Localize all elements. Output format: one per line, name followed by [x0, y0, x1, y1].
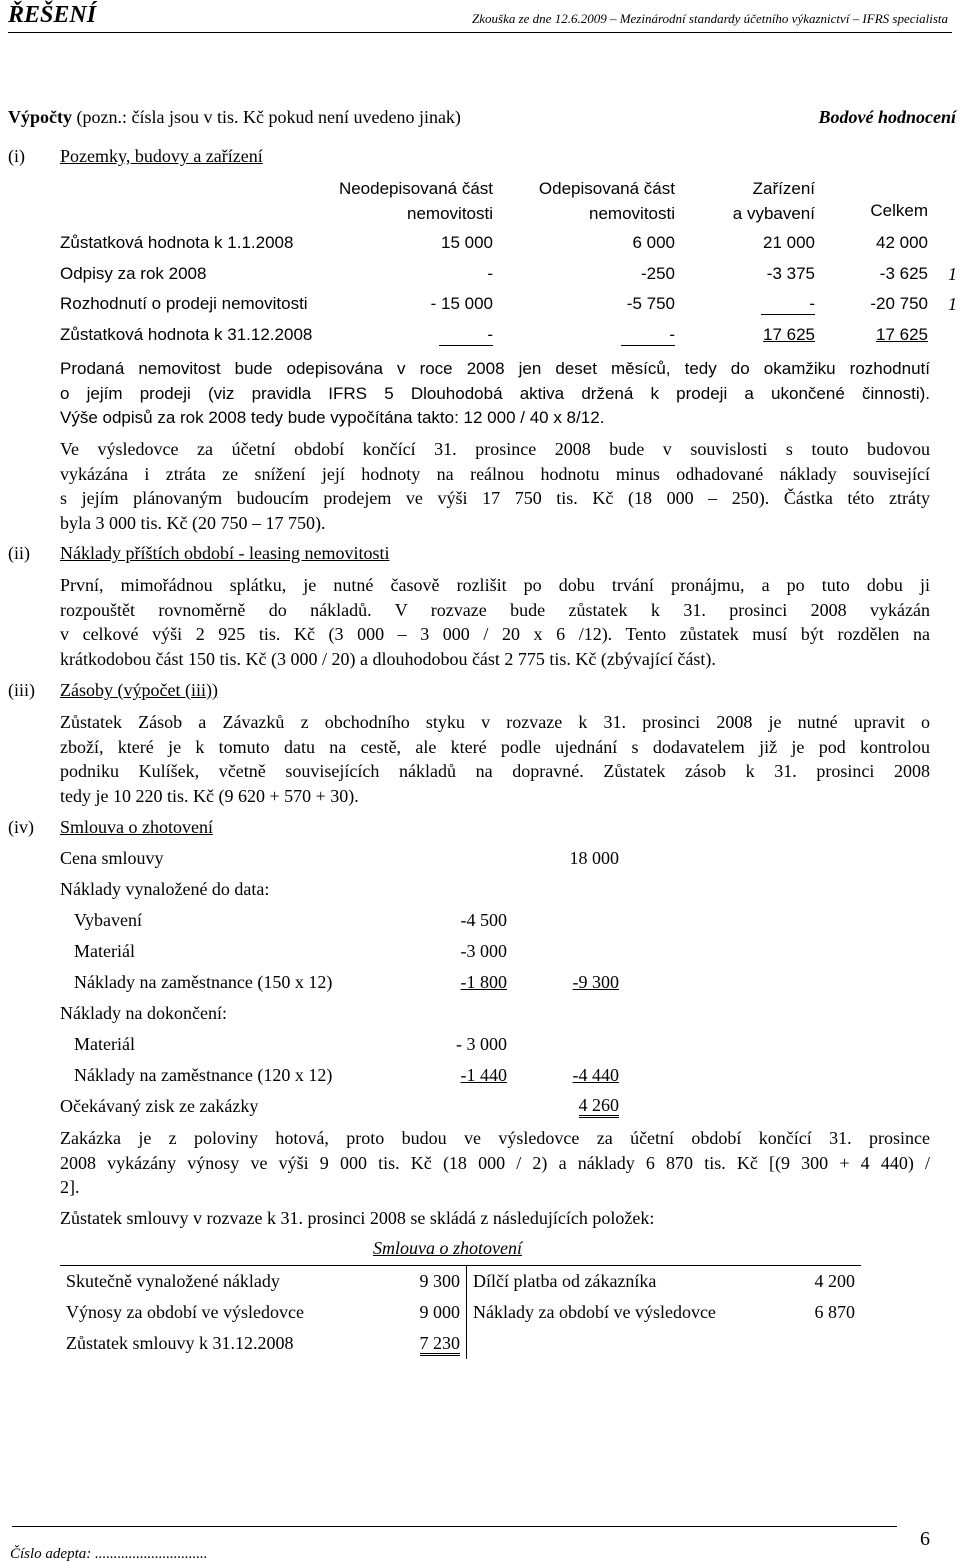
- score-point: 1: [948, 264, 957, 284]
- cost-item-value: - 3 000: [456, 1034, 507, 1054]
- table-cell: 4 200: [779, 1266, 861, 1298]
- col-header-undepreciated: Neodepisovaná část nemovitosti: [338, 179, 493, 223]
- table-cell: Skutečně vynaložené náklady: [60, 1266, 394, 1298]
- table-cell: Náklady za období ve výsledovce: [473, 1302, 716, 1322]
- header-title: ŘEŠENÍ: [8, 2, 97, 28]
- candidate-number: Číslo adepta: ..............................: [10, 1546, 208, 1562]
- table-cell: Výnosy za období ve výsledovce: [66, 1302, 304, 1322]
- table-cell: 9 000: [394, 1297, 467, 1328]
- section-title: Smlouva o zhotovení: [60, 817, 213, 837]
- ppe-cell: -3 625: [879, 264, 928, 283]
- col-header-total: Celkem: [870, 201, 928, 220]
- ppe-cell: -20 750: [870, 294, 928, 313]
- table-cell: 6 870: [814, 1302, 855, 1322]
- contract-price-label: Cena smlouvy: [60, 848, 164, 868]
- ppe-cell: 42 000: [876, 233, 928, 252]
- ppe-explanation-2: Ve výsledovce za účetní období končící 31. prosince 2008 bude v souvislosti s touto budovou vykázána i ztráta ze snížení její hodnoty na reálnou hodnotu minus odhadované náklady související s jejím plánovaným budoucím prodejem ve výši 17 750 tis. Kč (18 000 – 250). Částka této ztráty byla 3 000 tis. Kč (20 750 – 17 750).: [60, 439, 930, 533]
- header-divider: [8, 32, 952, 33]
- col-header-equipment: Zařízení a vybavení: [732, 179, 815, 223]
- ppe-row-label: Rozhodnutí o prodeji nemovitosti: [60, 294, 308, 313]
- section-title: Zásoby (výpočet (iii)): [60, 680, 218, 700]
- ppe-cell: 6 000: [632, 233, 675, 252]
- ppe-explanation-1: Prodaná nemovitost bude odepisována v roce 2008 jen deset měsíců, tedy do okamžiku rozhodnutí o jejím prodeji (viz pravidla IFRS 5 Dlouhodobá aktiva držená k prodeji a ukončené činnosti). Výše odpisů za rok 2008 tedy bude vypočítána takto: 12 000 / 40 x 8/12.: [60, 359, 930, 427]
- contract-explanation: Zakázka je z poloviny hotová, proto budou ve výsledovce za účetní období končící 31. prosince 2008 vykázány výnosy ve výši 9 000 tis. Kč (18 000 / 2) a náklady 6 870 tis. Kč [(9 300 + 4 440) / 2].: [60, 1128, 930, 1197]
- section-title: Náklady příštích období - leasing nemovitosti: [60, 543, 390, 563]
- table-cell: 7 230: [394, 1328, 467, 1359]
- cost-subtotal: -4 440: [572, 1065, 619, 1085]
- ppe-cell: - 15 000: [430, 294, 493, 313]
- page-number: 6: [920, 1528, 930, 1550]
- section-number: (iv): [8, 817, 34, 837]
- section-number: (ii): [8, 543, 30, 563]
- score-point: 1: [948, 294, 957, 314]
- table-row: [60, 1297, 861, 1328]
- section-number: (iii): [8, 680, 35, 700]
- ppe-cell: -: [621, 325, 675, 346]
- section-title: Pozemky, budovy a zařízení: [60, 146, 263, 166]
- table-cell: Dílčí platba od zákazníka: [467, 1266, 780, 1298]
- ppe-cell: -5 750: [626, 294, 675, 313]
- intro-note: (pozn.: čísla jsou v tis. Kč pokud není uvedeno jinak): [72, 107, 461, 127]
- ppe-cell: -: [761, 294, 815, 315]
- scoring-heading: Bodové hodnocení: [818, 107, 956, 127]
- ppe-cell: 15 000: [441, 233, 493, 252]
- table-cell: Zůstatek smlouvy k 31.12.2008: [66, 1333, 294, 1353]
- costs-to-date-label: Náklady vynaložené do data:: [60, 879, 270, 899]
- ppe-row-label: Zůstatková hodnota k 31.12.2008: [60, 325, 313, 344]
- costs-to-complete-label: Náklady na dokončení:: [60, 1003, 227, 1023]
- cost-item-label: Materiál: [74, 941, 135, 961]
- contract-t-account: [60, 1265, 861, 1359]
- expected-profit-value: 4 260: [579, 1096, 620, 1118]
- table-row: [60, 1266, 861, 1298]
- contract-balance-intro: Zůstatek smlouvy v rozvaze k 31. prosinci 2008 se skládá z následujících položek:: [60, 1208, 655, 1228]
- footer-divider: [12, 1526, 897, 1527]
- table-cell: 9 300: [394, 1266, 467, 1298]
- ppe-cell: -250: [640, 264, 675, 283]
- table-cell: [779, 1328, 861, 1359]
- expected-profit-label: Očekávaný zisk ze zakázky: [60, 1096, 259, 1116]
- contract-price-value: 18 000: [569, 848, 619, 868]
- col-header-depreciated: Odepisovaná část nemovitosti: [538, 179, 675, 223]
- ppe-cell: -: [487, 264, 493, 283]
- ppe-cell: 21 000: [763, 233, 815, 252]
- header-exam-info: Zkouška ze dne 12.6.2009 – Mezinárodní standardy účetního výkaznictví – IFRS specialista: [472, 11, 948, 26]
- ppe-row-label: Odpisy za rok 2008: [60, 264, 207, 283]
- cost-item-label: Vybavení: [74, 910, 142, 930]
- cost-item-value: -1 800: [460, 972, 507, 992]
- cost-item-label: Materiál: [74, 1034, 135, 1054]
- contract-table-title: Smlouva o zhotovení: [373, 1238, 522, 1258]
- table-cell: [467, 1328, 780, 1359]
- ppe-cell: -: [439, 325, 493, 346]
- ppe-row-label: Zůstatková hodnota k 1.1.2008: [60, 233, 294, 252]
- cost-item-value: -4 500: [460, 910, 507, 930]
- cost-item-value: -3 000: [460, 941, 507, 961]
- ppe-cell: -3 375: [766, 264, 815, 283]
- cost-item-label: Náklady na zaměstnance (120 x 12): [74, 1065, 333, 1085]
- table-row: [60, 1328, 861, 1359]
- ppe-cell: 17 625: [763, 325, 815, 344]
- cost-item-value: -1 440: [460, 1065, 507, 1085]
- intro-line: [8, 107, 461, 128]
- cost-subtotal: -9 300: [572, 972, 619, 992]
- cost-item-label: Náklady na zaměstnance (150 x 12): [74, 972, 333, 992]
- intro-label: Výpočty: [8, 107, 72, 127]
- inventory-explanation: Zůstatek Zásob a Závazků z obchodního styku v rozvaze k 31. prosinci 2008 je nutné upravit o zboží, které je k tomuto datu na cestě, ale které podle ujednání s dodavatelem již je pod kontrolou podniku Kulíšek, včetně souvisejících nákladů na dopravné. Zůstatek zásob k 31. prosinci 2008 tedy je 10 220 tis. Kč (9 620 + 570 + 30).: [60, 712, 930, 806]
- leasing-explanation: První, mimořádnou splátku, je nutné časově rozlišit po dobu trvání pronájmu, a po tuto dobu ji rozpouštět rovnoměrně do nákladů. V rozvaze bude zůstatek k 31. prosinci 2008 vykázán v celkové výši 2 925 tis. Kč (3 000 – 3 000 / 20 x 6 /12). Tento zůstatek musí být rozdělen na krátkodobou část 150 tis. Kč (3 000 / 20) a dlouhodobou část 2 775 tis. Kč (zbývající část).: [60, 575, 930, 669]
- ppe-cell: 17 625: [876, 325, 928, 344]
- section-number: (i): [8, 146, 25, 166]
